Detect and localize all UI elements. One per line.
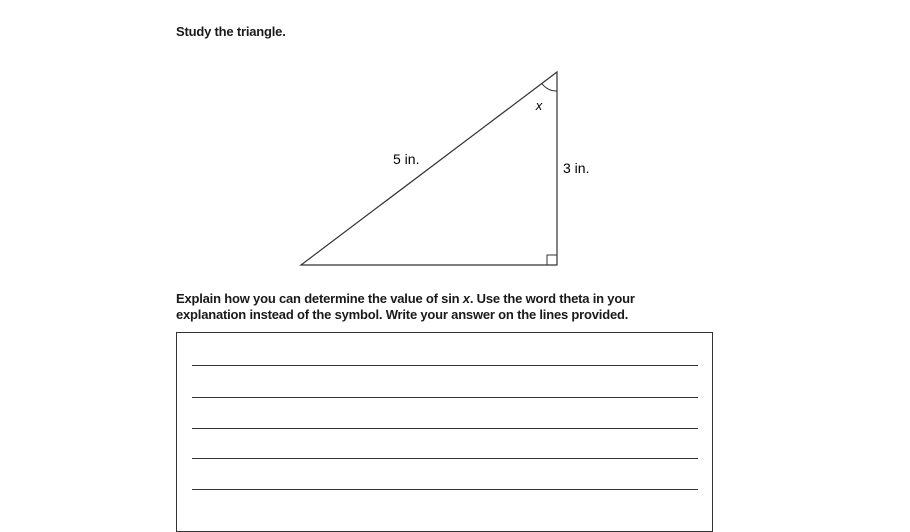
question-part1: Explain how you can determine the value of sin [176, 291, 463, 306]
answer-line[interactable] [192, 489, 698, 490]
answer-box[interactable] [176, 332, 713, 532]
question-part2: . Use the word theta in your explanation instead of the symbol. Write your answer on the lines provided. [176, 291, 635, 322]
angle-arc [542, 83, 557, 91]
instruction-text: Study the triangle. [176, 24, 286, 39]
hypotenuse-label: 5 in. [393, 151, 420, 167]
right-angle-marker [547, 255, 557, 265]
angle-x-label: x [535, 98, 543, 113]
question-text [176, 291, 696, 323]
answer-line[interactable] [192, 428, 698, 429]
answer-line[interactable] [192, 397, 698, 398]
question-variable: x [462, 291, 470, 306]
answer-line[interactable] [192, 365, 698, 366]
side-length-label: 3 in. [563, 160, 590, 176]
triangle-shape [301, 72, 557, 265]
answer-line[interactable] [192, 458, 698, 459]
